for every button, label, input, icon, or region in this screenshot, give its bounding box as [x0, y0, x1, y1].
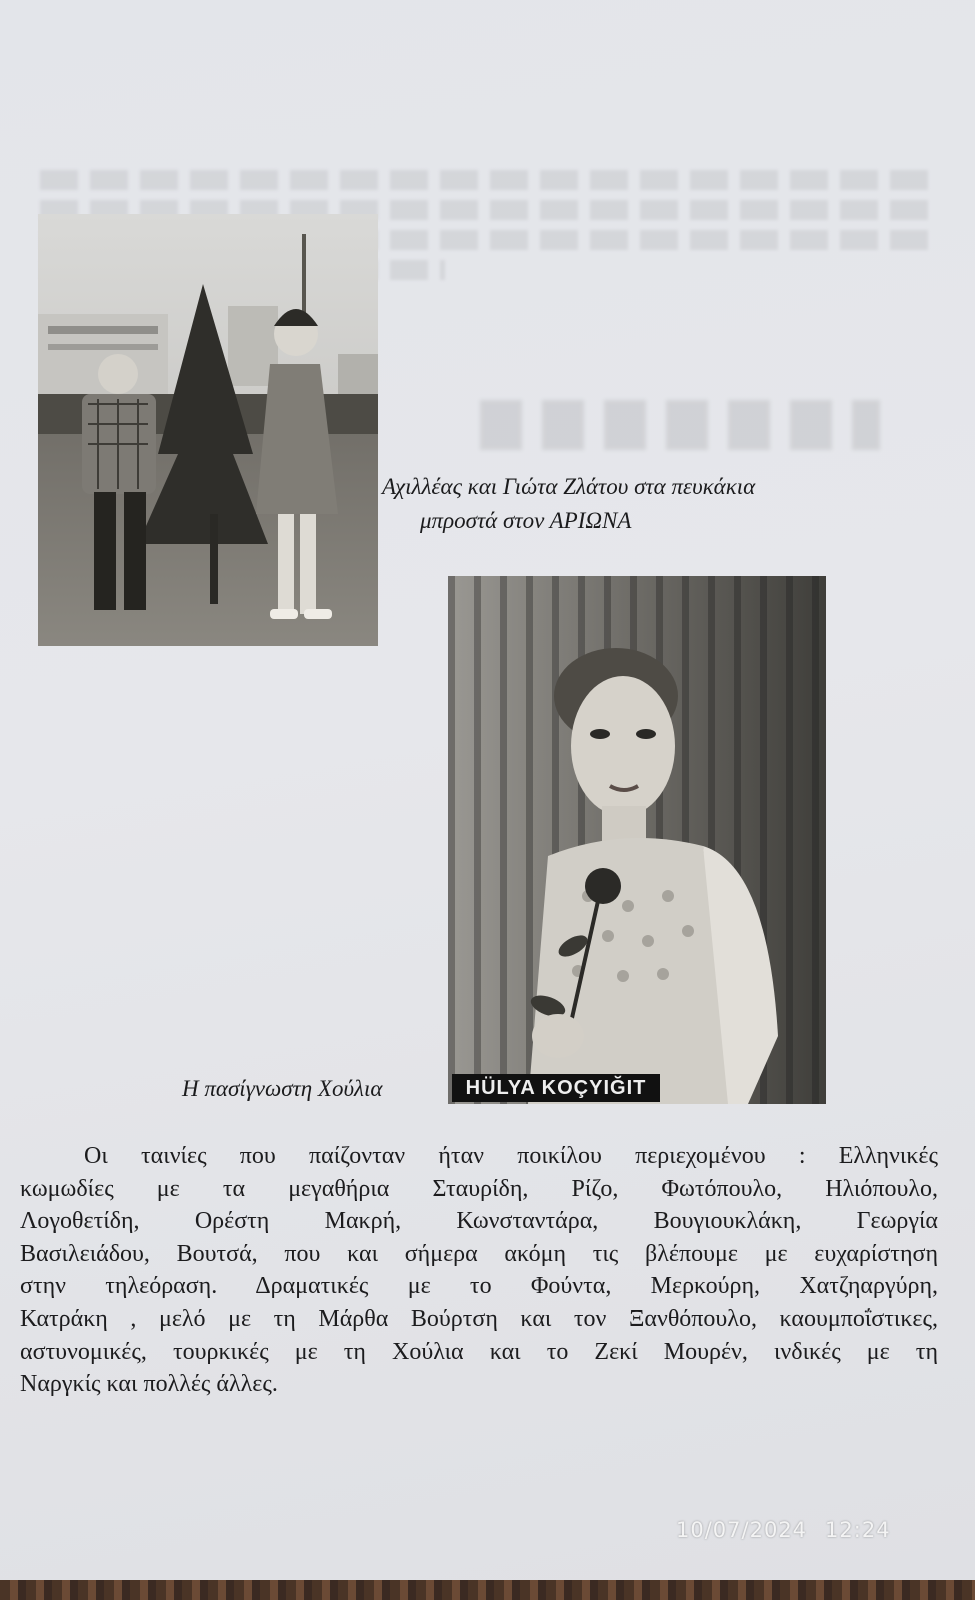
bleed-through-heading	[480, 400, 880, 450]
portrait-caption: Η πασίγνωστη Χούλια	[182, 1076, 383, 1101]
body-line: κωμωδίες με τα μεγαθήρια Σταυρίδη, Ρίζο, Φωτόπουλο, Ηλιόπουλο,	[20, 1175, 938, 1202]
children-photo	[38, 214, 378, 646]
body-line: Ναργκίς και πολλές άλλες.	[20, 1371, 278, 1398]
body-line: Βασιλειάδου, Βουτσά, που και σήμερα ακόμη τις βλέπουμε με ευχαρίστηση	[20, 1240, 938, 1267]
body-line: Οι ταινίες που παίζονταν ήταν ποικίλου περιεχομένου : Ελληνικές	[84, 1143, 938, 1169]
timestamp-time: 12:24	[825, 1518, 891, 1542]
body-paragraph	[20, 1140, 938, 1401]
timestamp-date: 10/07/2024	[676, 1518, 808, 1542]
body-line: Λογοθετίδη, Ορέστη Μακρή, Κωνσταντάρα, Βουγιουκλάκη, Γεωργία	[20, 1208, 938, 1235]
photo-timestamp	[676, 1518, 891, 1542]
body-line: αστυνομικές, τουρκικές με τη Χούλια και το Ζεκί Μουρέν, ινδικές με τη	[20, 1338, 938, 1365]
carpet-background	[0, 1580, 975, 1600]
photo-caption-line-2: μπροστά στον ΑΡΙΩΝΑ	[420, 508, 632, 533]
photo-caption-line-1: Αχιλλέας και Γιώτα Ζλάτου στα πευκάκια	[382, 474, 756, 499]
film-title-label: HÜLYA KOÇYIĞIT	[452, 1074, 660, 1102]
body-line: στην τηλεόραση. Δραματικές με το Φούντα, Μερκούρη, Χατζηαργύρη,	[20, 1273, 938, 1300]
body-line: Κατράκη , μελό με τη Μάρθα Βούρτση και τον Ξανθόπουλο, καουμποΐστικες,	[20, 1305, 938, 1332]
actress-portrait	[448, 576, 826, 1104]
